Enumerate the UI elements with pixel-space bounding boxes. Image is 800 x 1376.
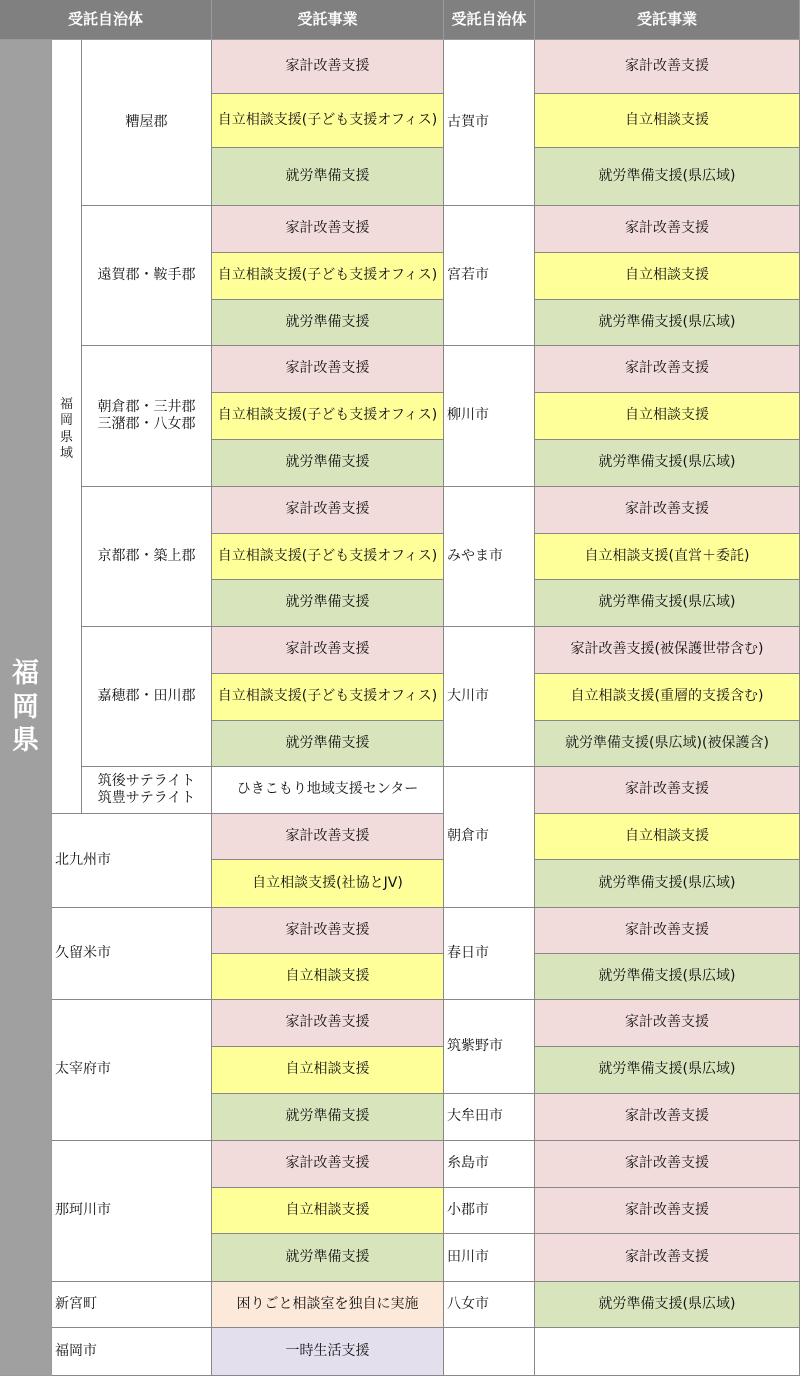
service-onga-2: 自立相談支援(子ども支援オフィス) xyxy=(212,253,444,300)
service-asakura-gun-3: 就労準備支援 xyxy=(212,440,444,487)
service-asakura-city-1: 家計改善支援 xyxy=(535,767,800,814)
service-dazaifu-2: 自立相談支援 xyxy=(212,1047,444,1094)
municipality-kitakyushu: 北九州市 xyxy=(52,814,212,908)
service-onga-1: 家計改善支援 xyxy=(212,206,444,253)
service-koga-1: 家計改善支援 xyxy=(535,40,800,94)
service-miyama-2: 自立相談支援(直営＋委託) xyxy=(535,534,800,580)
service-chikushino-2: 就労準備支援(県広域) xyxy=(535,1047,800,1094)
service-yanagawa-3: 就労準備支援(県広域) xyxy=(535,440,800,487)
municipality-kurume: 久留米市 xyxy=(52,908,212,1000)
empty-cell-right xyxy=(535,1328,800,1376)
header-col2: 受託事業 xyxy=(212,0,444,40)
service-nakagawa-2: 自立相談支援 xyxy=(212,1188,444,1234)
municipality-nakagawa: 那珂川市 xyxy=(52,1141,212,1282)
service-koga-3: 就労準備支援(県広域) xyxy=(535,148,800,206)
service-yanagawa-2: 自立相談支援 xyxy=(535,393,800,440)
service-itoshima-1: 家計改善支援 xyxy=(535,1141,800,1188)
service-miyama-1: 家計改善支援 xyxy=(535,487,800,534)
municipality-omuta: 大牟田市 xyxy=(444,1094,535,1141)
municipality-ogori: 小郡市 xyxy=(444,1188,535,1234)
municipality-yame: 八女市 xyxy=(444,1282,535,1328)
service-asakura-gun-2: 自立相談支援(子ども支援オフィス) xyxy=(212,393,444,440)
municipality-miyama: みやま市 xyxy=(444,487,535,627)
service-nakagawa-1: 家計改善支援 xyxy=(212,1141,444,1188)
municipality-shingu: 新宮町 xyxy=(52,1282,212,1328)
service-kasuga-1: 家計改善支援 xyxy=(535,908,800,954)
service-kurume-1: 家計改善支援 xyxy=(212,908,444,954)
municipality-miyako: 京都郡・築上郡 xyxy=(82,487,212,627)
municipality-kasuga: 春日市 xyxy=(444,908,535,1000)
service-omuta-1: 家計改善支援 xyxy=(535,1094,800,1141)
service-kasuga-2: 就労準備支援(県広域) xyxy=(535,954,800,1000)
municipality-miyawaka: 宮若市 xyxy=(444,206,535,346)
municipality-kaho: 嘉穂郡・田川郡 xyxy=(82,627,212,767)
service-dazaifu-3: 就労準備支援 xyxy=(212,1094,444,1141)
service-yanagawa-1: 家計改善支援 xyxy=(535,346,800,393)
municipality-tagawa: 田川市 xyxy=(444,1234,535,1282)
municipality-asakura-gun: 朝倉郡・三井郡 三潴郡・八女郡 xyxy=(82,346,212,487)
service-miyama-3: 就労準備支援(県広域) xyxy=(535,580,800,627)
service-koga-2: 自立相談支援 xyxy=(535,94,800,148)
service-kaho-3: 就労準備支援 xyxy=(212,721,444,767)
service-kitakyushu-2: 自立相談支援(社協とJV) xyxy=(212,860,444,908)
service-miyawaka-3: 就労準備支援(県広域) xyxy=(535,300,800,346)
municipality-yanagawa: 柳川市 xyxy=(444,346,535,487)
prefecture-label: 福 岡 県 xyxy=(0,40,52,1376)
service-asakura-gun-1: 家計改善支援 xyxy=(212,346,444,393)
service-asakura-city-3: 就労準備支援(県広域) xyxy=(535,860,800,908)
service-kasuya-2: 自立相談支援(子ども支援オフィス) xyxy=(212,94,444,148)
municipality-asakura-city: 朝倉市 xyxy=(444,767,535,908)
municipality-koga: 古賀市 xyxy=(444,40,535,206)
service-okawa-1: 家計改善支援(被保護世帯含む) xyxy=(535,627,800,674)
service-miyako-1: 家計改善支援 xyxy=(212,487,444,534)
service-asakura-city-2: 自立相談支援 xyxy=(535,814,800,860)
municipality-onga: 遠賀郡・鞍手郡 xyxy=(82,206,212,346)
service-kitakyushu-1: 家計改善支援 xyxy=(212,814,444,860)
header-col1: 受託自治体 xyxy=(0,0,212,40)
service-okawa-2: 自立相談支援(重層的支援含む) xyxy=(535,674,800,721)
service-shingu-1: 困りごと相談室を独自に実施 xyxy=(212,1282,444,1328)
service-kurume-2: 自立相談支援 xyxy=(212,954,444,1000)
service-chikushino-1: 家計改善支援 xyxy=(535,1000,800,1047)
municipality-okawa: 大川市 xyxy=(444,627,535,767)
service-miyawaka-2: 自立相談支援 xyxy=(535,253,800,300)
service-dazaifu-1: 家計改善支援 xyxy=(212,1000,444,1047)
municipality-kasuya: 糟屋郡 xyxy=(82,40,212,206)
service-tagawa-1: 家計改善支援 xyxy=(535,1234,800,1282)
service-kasuya-3: 就労準備支援 xyxy=(212,148,444,206)
service-kaho-1: 家計改善支援 xyxy=(212,627,444,674)
service-nakagawa-3: 就労準備支援 xyxy=(212,1234,444,1282)
service-onga-3: 就労準備支援 xyxy=(212,300,444,346)
service-kasuya-1: 家計改善支援 xyxy=(212,40,444,94)
service-satellite-1: ひきこもり地域支援センター xyxy=(212,767,444,814)
service-kaho-2: 自立相談支援(子ども支援オフィス) xyxy=(212,674,444,721)
service-yame-1: 就労準備支援(県広域) xyxy=(535,1282,800,1328)
municipality-itoshima: 糸島市 xyxy=(444,1141,535,1188)
municipality-dazaifu: 太宰府市 xyxy=(52,1000,212,1141)
empty-cell-left xyxy=(444,1328,535,1376)
service-fukuoka-city-1: 一時生活支援 xyxy=(212,1328,444,1376)
service-miyako-3: 就労準備支援 xyxy=(212,580,444,627)
municipality-fukuoka-city: 福岡市 xyxy=(52,1328,212,1376)
municipality-chikushino: 筑紫野市 xyxy=(444,1000,535,1094)
service-okawa-3: 就労準備支援(県広域)(被保護含) xyxy=(535,721,800,767)
header-col4: 受託事業 xyxy=(535,0,800,40)
service-miyawaka-1: 家計改善支援 xyxy=(535,206,800,253)
header-col3: 受託自治体 xyxy=(444,0,535,40)
service-miyako-2: 自立相談支援(子ども支援オフィス) xyxy=(212,534,444,580)
service-ogori-1: 家計改善支援 xyxy=(535,1188,800,1234)
fukuoka-ken-iki-label: 福 岡 県 域 xyxy=(52,40,82,814)
municipality-satellite: 筑後サテライト 筑豊サテライト xyxy=(82,767,212,814)
